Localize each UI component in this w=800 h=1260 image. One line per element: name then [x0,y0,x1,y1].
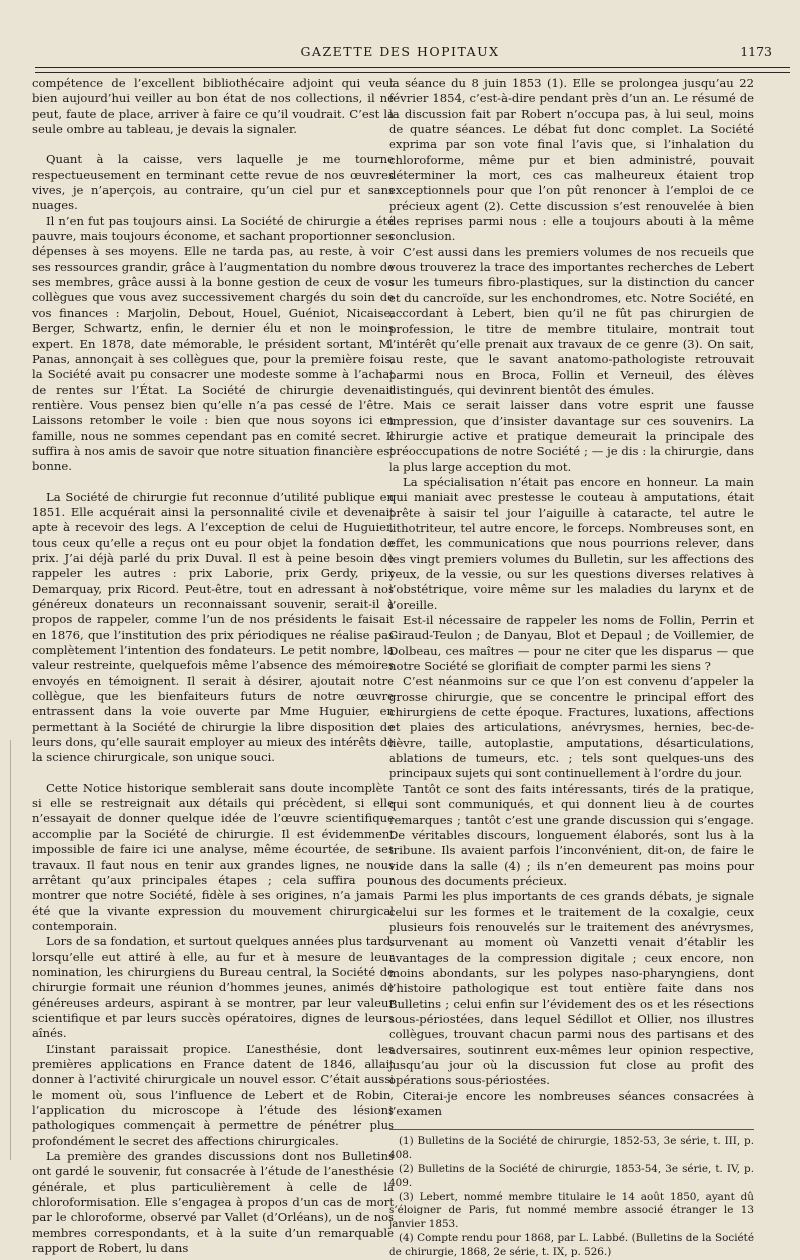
scan-margin-line [10,740,11,1160]
paragraph: Parmi les plus importants de ces grands débats, je signale celui sur les formes et le traitement de la coxalgie, ceux plusieurs fois renouvelés sur le traitement des anévrysmes, survenant au moment où Vanzetti venait d’établir les avantages de la compression digitale ; ceux encore, non moins abondants, sur les polypes naso-pharyngiens, dont l’histoire pathologique est tout entière faite dans nos Bulletins ; celui enfin sur l’évidement des os et les résections sous-périostées, dans lequel Sédillot et Ollier, nos illustres collègues, trouvant chacun parmi nous des partisans et des adversaires, soutinrent eux-mêmes leur opinion respective, jusqu’au jour où la discussion fut close au profit des opérations sous-périostées. [389,889,754,1088]
paragraph: Cette Notice historique semblerait sans doute incomplète si elle se restreignait aux détails qui précèdent, si elle n’essayait de donner quelque idée de l’œuvre scientifique accomplie par la Société de chirurgie. Il est évidemment impossible de faire ici une analyse, même écourtée, de ses travaux. Il faut nous en tenir aux grandes lignes, ne nous arrêtant qu’aux principales étapes ; cela suffira pour montrer que notre Société, fidèle à ses origines, n’a jamais été que la vivante expression du mouvement chirurgical contemporain. [32,780,394,933]
paragraph: La spécialisation n’était pas encore en honneur. La main qui maniait avec prestesse le couteau à amputations, était prête à saisir tel jour l’aiguille à cataracte, tel autre le lithotriteur, tel autre encore, le forceps. Nombreuses sont, en effet, les communications que nous pourrions relever, dans les vingt premiers volumes du Bulletin, sur les affections des yeux, de la vessie, ou sur les questions diverses relatives à l’obstétrique, voire même sur les maladies du larynx et de l’oreille. [389,474,754,612]
paragraph: Lors de sa fondation, et surtout quelques années plus tard, lorsqu’elle eut attiré à elle, au fur et à mesure de leur nomination, les chirurgiens du Bureau central, la Société de chirurgie formait une réunion d’hommes jeunes, animés de généreuses ardeurs, aspirant à se montrer, par leur valeur scientifique et par leurs succès opératoires, dignes de leurs aînés. [32,934,394,1041]
paragraph: Est-il nécessaire de rappeler les noms de Follin, Perrin et Giraud-Teulon ; de Danyau, Blot et Depaul ; de Voillemier, de Dolbeau, ces maîtres — pour ne citer que les disparus — que notre Société se glorifiait de compter parmi les siens ? [389,613,754,674]
paragraph: La première des grandes discussions dont nos Bulletins ont gardé le souvenir, fut consacrée à l’étude de l’anesthésie générale, et plus particulièrement à celle de la chloroformisation. Elle s’engagea à propos d’un cas de mort par le chloroforme, observé par Vallet (d’Orléans), un de nos membres correspondants, et à la suite d’un remarquable rapport de Robert, lu dans [32,1149,394,1256]
header-rule [35,67,790,68]
journal-title: GAZETTE DES HOPITAUX [300,44,500,59]
footnote: (4) Compte rendu pour 1868, par L. Labbé. (Bulletins de la Société de chirurgie, 1868, 2e série, t. IX, p. 526.) [389,1231,754,1258]
right-column [389,76,754,1260]
footnote: (1) Bulletins de la Société de chirurgie, 1852-53, 3e série, t. III, p. 408. [389,1135,754,1162]
paragraph: C’est néanmoins sur ce que l’on est convenu d’appeler la grosse chirurgie, que se concentre le principal effort des chirurgiens de cette époque. Fractures, luxations, affections et plaies des articulations, anévrysmes, hernies, bec-de-lièvre, taille, autoplastie, amputations, désarticulations, ablations de tumeurs, etc. ; tels sont quelques-uns des principaux sujets qui sont continuellement à l’ordre du jour. [389,674,754,781]
paragraph: Tantôt ce sont des faits intéressants, tirés de la pratique, qui sont communiqués, et qui donnent lieu à de courtes remarques ; tantôt c’est une grande discussion qui s’engage. De véritables discours, longuement élaborés, sont lus à la tribune. Ils avaient parfois l’inconvénient, dit-on, de faire le vide dans la salle (4) ; ils n’en demeurent pas moins pour nous des documents précieux. [389,781,754,888]
paragraph: La Société de chirurgie fut reconnue d’utilité publique en 1851. Elle acquérait ainsi la personnalité civile et devenait apte à recevoir des legs. A l’exception de celui de Huguier, tous ceux qu’elle a reçus ont eu pour objet la fondation de prix. J’ai déjà parlé du prix Duval. Il est à peine besoin de rappeler les autres : prix Laborie, prix Gerdy, prix Demarquay, prix Ricord. Peut-être, tout en adressant à nos généreux donateurs un reconnaissant souvenir, serait-il à propos de rappeler, comme l’un de nos présidents le faisait en 1876, que l’institution des prix périodiques ne réalise pas complètement l’intention des fondateurs. Le petit nombre, la valeur restreinte, quelquefois même l’absence des mémoires envoyés en témoignent. Il serait à désirer, ajoutait notre collègue, que les bienfaiteurs futurs de notre œuvre entrassent dans la voie ouverte par Mme Huguier, en permettant à la Société de chirurgie la libre disposition de leurs dons, qu’elle saurait employer au mieux des intérêts de la science chirurgicale, son unique souci. [32,489,394,765]
footnote: (3) Lebert, nommé membre titulaire le 14 août 1850, ayant dû s’éloigner de Paris, fut nommé membre associé étranger le 13 janvier 1853. [389,1190,754,1231]
paragraph: compétence de l’excellent bibliothécaire adjoint qui veut bien aujourd’hui veiller au bon état de nos collections, il ne peut, faute de place, arriver à faire ce qu’il voudrait. C’est la seule ombre au tableau, je devais la signaler. [32,76,394,137]
running-header [0,44,800,64]
footnote: (2) Bulletins de la Société de chirurgie, 1853-54, 3e série, t. IV, p. 409. [389,1162,754,1189]
paragraph: C’est aussi dans les premiers volumes de nos recueils que vous trouverez la trace des importantes recherches de Lebert sur les tumeurs fibro-plastiques, sur la distinction du cancer et du cancroïde, sur les enchondromes, etc. Notre Société, en accordant à Lebert, bien qu’il ne fût pas chirurgien de profession, le titre de membre titulaire, montrait tout l’intérêt qu’elle prenait aux travaux de ce genre (3). On sait, au reste, que le savant anatomo-pathologiste retrouvait parmi nous en Broca, Follin et Verneuil, des élèves distingués, qui devinrent bientôt des émules. [389,244,754,397]
paragraph: L’instant paraissait propice. L’anesthésie, dont les premières applications en France datent de 1846, allait donner à l’activité chirurgicale un nouvel essor. C’était aussi le moment où, sous l’influence de Lebert et de Robin, l’application du microscope à l’étude des lésions pathologiques commençait à permettre de pénétrer plus profondément le secret des affections chirurgicales. [32,1041,394,1148]
paragraph: Mais ce serait laisser dans votre esprit une fausse impression, que d’insister davantage sur ces souvenirs. La chirurgie active et pratique demeurait la principale des préoccupations de notre Société ; — je dis : la chirurgie, dans la plus large acception du mot. [389,398,754,474]
paragraph: Quant à la caisse, vers laquelle je me tourne respectueusement en terminant cette revue de nos œuvres vives, je n’aperçois, au contraire, qu’un ciel pur et sans nuages. [32,152,394,213]
header-rule-thin [35,72,790,73]
paragraph: la séance du 8 juin 1853 (1). Elle se prolongea jusqu’au 22 février 1854, c’est-à-dire pendant près d’un an. Le résumé de la discussion fait par Robert n’occupa pas, à lui seul, moins de quatre séances. Le débat fut donc complet. La Société exprima par son vote final l’avis que, si l’inhalation du chloroforme, même pur et bien administré, pouvait déterminer la mort, ces cas malheureux étaient trop exceptionnels pour que l’on pût renoncer à l’emploi de ce précieux agent (2). Cette discussion s’est renouvelée à bien des reprises parmi nous : elle a toujours abouti à la même conclusion. [389,76,754,244]
paragraph: Il n’en fut pas toujours ainsi. La Société de chirurgie a été pauvre, mais toujours économe, et sachant proportionner ses dépenses à ses moyens. Elle ne tarda pas, au reste, à voir ses ressources grandir, grâce à l’augmentation du nombre de ses membres, grâce aussi à la bonne gestion de ceux de vos collègues que vous avez successivement chargés du soin de vos finances : Marjolin, Debout, Houel, Guéniot, Nicaise, Berger, Schwartz, enfin, le dernier élu et non le moins expert. En 1878, date mémorable, le président sortant, M. Panas, annonçait à ses collègues que, pour la première fois, la Société avait pu consacrer une modeste somme à l’achat de rentes sur l’État. La Société de chirurgie devenait rentière. Vous pensez bien qu’elle n’a pas cessé de l’être. Laissons retomber le voile : bien que nous soyons ici en famille, nous ne sommes cependant pas en comité secret. Il suffira à nos amis de savoir que notre situation financière est bonne. [32,213,394,474]
page-number: 1173 [740,44,772,59]
left-column [32,76,394,1256]
paragraph: Citerai-je encore les nombreuses séances consacrées à l’examen [389,1088,754,1119]
footnotes [389,1129,754,1259]
